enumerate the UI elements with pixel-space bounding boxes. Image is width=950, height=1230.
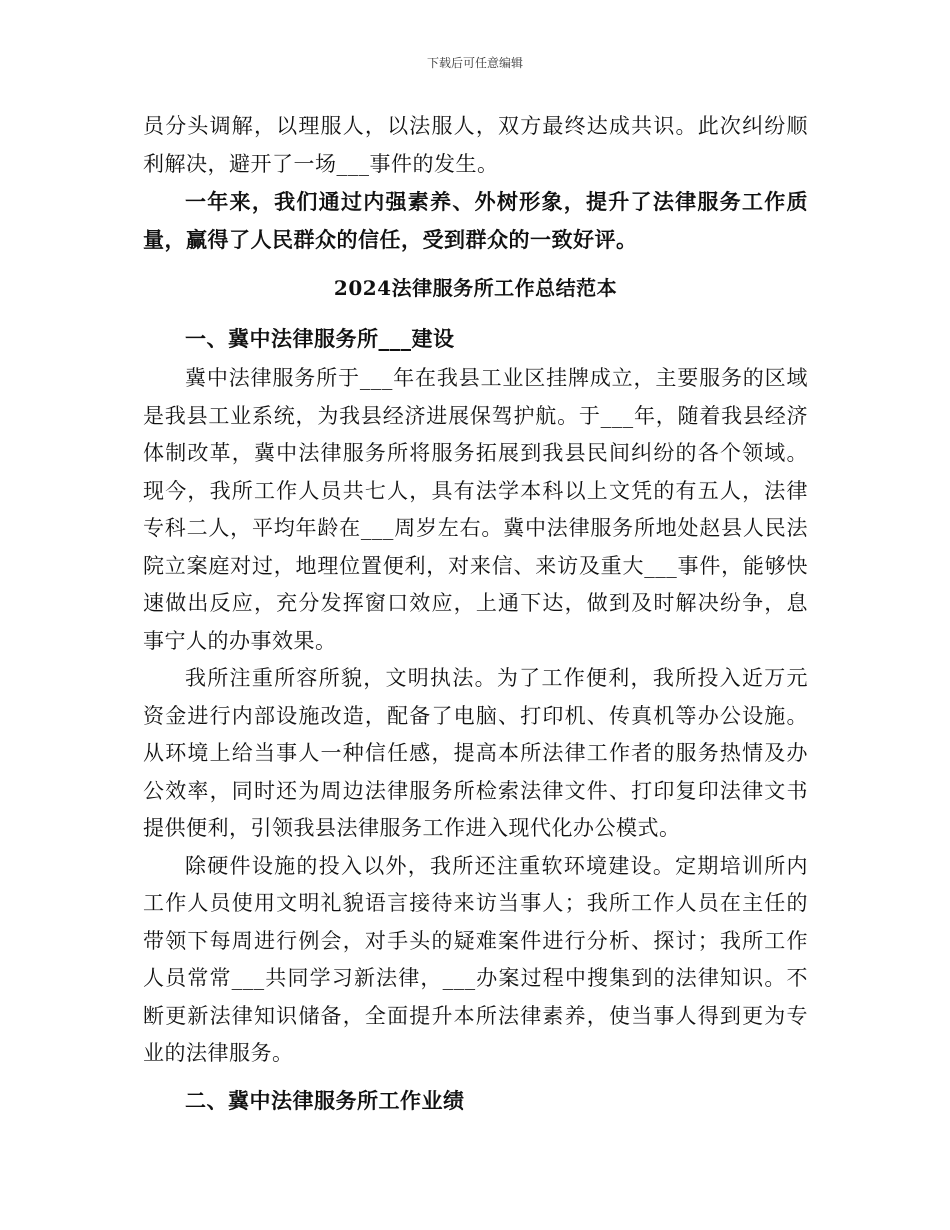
body-paragraph: 员分头调解，以理服人，以法服人，双方最终达成共识。此次纠纷顺利解决，避开了一场___事件的发生。	[143, 114, 808, 176]
section-heading-2: 二、冀中法律服务所工作业绩	[185, 1087, 465, 1113]
body-paragraph: 冀中法律服务所于___年在我县工业区挂牌成立，主要服务的区域是我县工业系统，为我县经济进展保驾护航。于___年，随着我县经济体制改革，冀中法律服务所将服务拓展到我县民间纠纷的各个领域。现今，我所工作人员共七人，具有法学本科以上文凭的有五人，法律专科二人，平均年龄在___周岁左右。冀中法律服务所地处赵县人民法院立案庭对过，地理位置便利，对来信、来访及重大___事件，能够快速做出反应，充分发挥窗口效应，上通下达，做到及时解决纷争，息事宁人的办事效果。	[143, 366, 808, 653]
page-header-note: 下载后可任意编辑	[426, 56, 523, 70]
document-title: 2024法律服务所工作总结范本	[333, 276, 618, 300]
summary-paragraph: 一年来，我们通过内强素养、外树形象，提升了法律服务工作质量，赢得了人民群众的信任，受到群众的一致好评。	[143, 189, 808, 252]
document-body	[143, 108, 808, 1122]
body-paragraph: 除硬件设施的投入以外，我所还注重软环境建设。定期培训所内工作人员使用文明礼貌语言接待来访当事人；我所工作人员在主任的带领下每周进行例会，对手头的疑难案件进行分析、探讨；我所工作人员常常___共同学习新法律，___办案过程中搜集到的法律知识。不断更新法律知识储备，全面提升本所法律素养，使当事人得到更为专业的法律服务。	[143, 853, 808, 1065]
body-paragraph: 我所注重所容所貌，文明执法。为了工作便利，我所投入近万元资金进行内部设施改造，配备了电脑、打印机、传真机等办公设施。从环境上给当事人一种信任感，提高本所法律工作者的服务热情及办公效率，同时还为周边法律服务所检索法律文件、打印复印法律文书提供便利，引领我县法律服务工作进入现代化办公模式。	[143, 666, 808, 840]
section-heading-1: 一、冀中法律服务所___建设	[185, 325, 455, 351]
